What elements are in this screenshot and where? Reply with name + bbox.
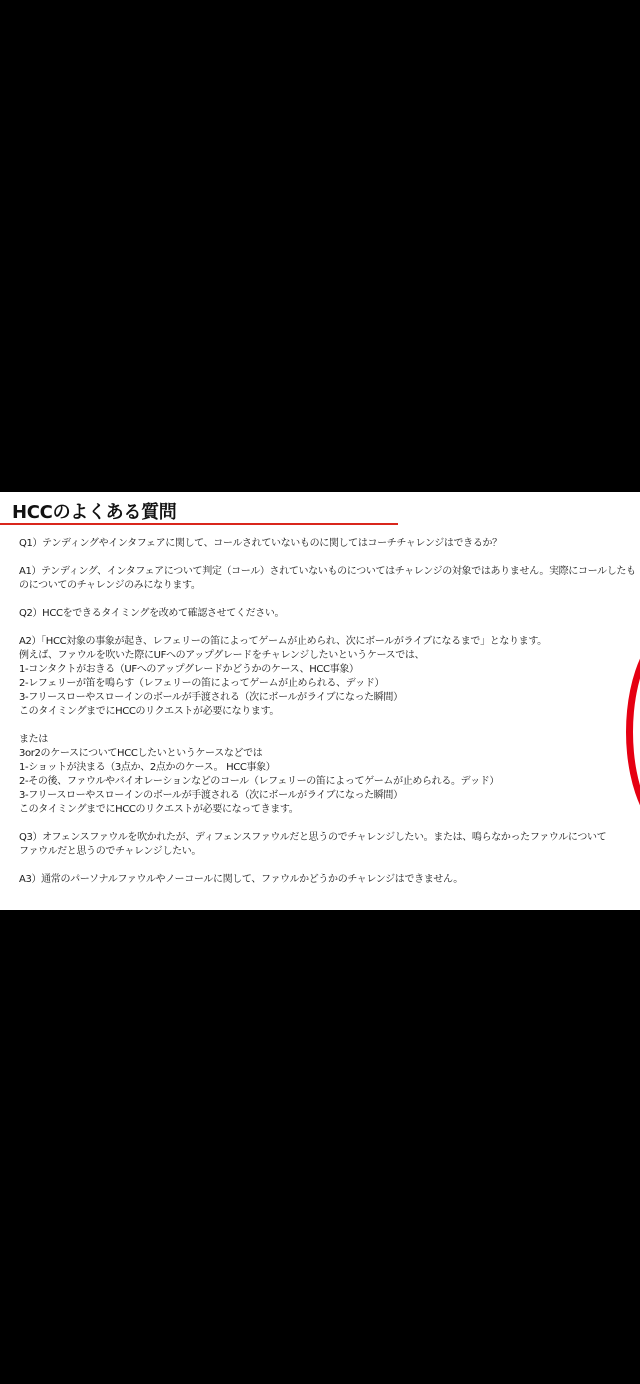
spacer bbox=[19, 817, 637, 831]
alternative-line-4: 2-その後、ファウルやバイオレーションなどのコール（レフェリーの笛によってゲームが止められる。デッド） bbox=[19, 776, 500, 787]
answer-2-line-5: 3-フリースローやスローインのボールが手渡される（次にボールがライブになった瞬間） bbox=[19, 692, 403, 703]
spacer bbox=[19, 551, 637, 565]
alternative-line-2: 3or2のケースについてHCCしたいというケースなどでは bbox=[19, 748, 263, 759]
spacer bbox=[19, 593, 637, 607]
alternative-line-6: このタイミングまでにHCCのリクエストが必要になってきます。 bbox=[19, 804, 299, 815]
faq-slide bbox=[0, 492, 640, 910]
alternative-line-5: 3-フリースローやスローインのボールが手渡される（次にボールがライブになった瞬間） bbox=[19, 790, 403, 801]
faq-content bbox=[19, 537, 637, 887]
answer-2-line-4: 2-レフェリーが笛を鳴らす（レフェリーの笛によってゲームが止められる、デッド） bbox=[19, 678, 385, 689]
question-2: Q2）HCCをできるタイミングを改めて確認させてください。 bbox=[19, 608, 285, 619]
answer-2-line-1: A2）「HCC対象の事象が起き、レフェリーの笛によってゲームが止められ、次にボールがライブになるまで」となります。 bbox=[19, 636, 547, 647]
spacer bbox=[19, 859, 637, 873]
question-1: Q1）テンディングやインタフェアに関して、コールされていないものに関してはコーチチャレンジはできるか？ bbox=[19, 538, 502, 549]
question-3-line-2: ファウルだと思うのでチャレンジしたい。 bbox=[19, 846, 202, 857]
question-3-line-1: Q3）オフェンスファウルを吹かれたが、ディフェンスファウルだと思うのでチャレンジしたい。または、鳴らなかったファウルについて bbox=[19, 832, 607, 843]
alternative-line-1: または bbox=[19, 734, 48, 745]
title-underline bbox=[0, 523, 398, 525]
answer-2-line-6: このタイミングまでにHCCのリクエストが必要になります。 bbox=[19, 706, 280, 717]
spacer bbox=[19, 621, 637, 635]
answer-2-line-2: 例えば、ファウルを吹いた際にUFへのアップグレードをチャレンジしたいというケースでは、 bbox=[19, 650, 425, 661]
spacer bbox=[19, 719, 637, 733]
answer-2-line-3: 1-コンタクトがおきる（UFへのアップグレードかどうかのケース、HCC事象） bbox=[19, 664, 359, 675]
answer-1-line-2: のについてのチャレンジのみになります。 bbox=[19, 580, 201, 591]
answer-3: A3）通常のパーソナルファウルやノーコールに関して、ファウルかどうかのチャレンジはできません。 bbox=[19, 874, 463, 885]
slide-title: HCCのよくある質問 bbox=[12, 502, 177, 523]
answer-1-line-1: A1）テンディング、インタフェアについて判定（コール）されていないものについてはチャレンジの対象ではありません。実際にコールしたも bbox=[19, 566, 636, 577]
alternative-line-3: 1-ショットが決まる（3点か、2点かのケース。 HCC事象） bbox=[19, 762, 276, 773]
